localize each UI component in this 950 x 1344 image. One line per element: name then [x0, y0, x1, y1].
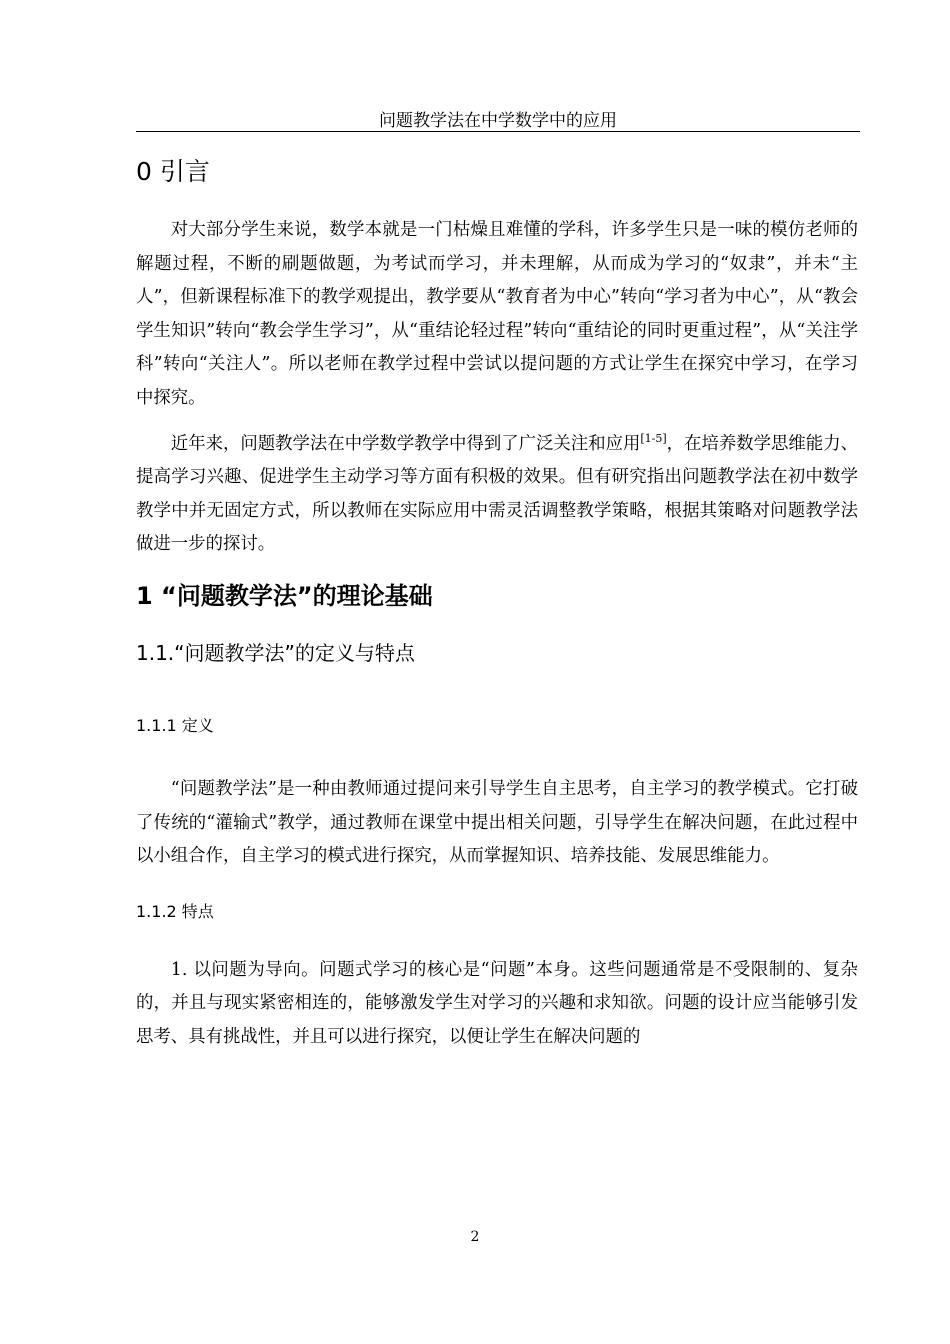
intro-paragraph-2-text-b: ，在培养数学思维能力、提高学习兴趣、促进学生主动学习等方面有积极的效果。但有研究指出问题教学法在初中数学教学中并无固定方式，所以教师在实际应用中需灵活调整教学策略，根据其策略对问题教学法做进一步的探讨。	[136, 433, 858, 555]
header-divider	[136, 131, 860, 132]
page-body	[136, 152, 858, 1055]
section-heading-1-1: 1.1.“问题教学法”的定义与特点	[136, 640, 415, 665]
chapter-heading-1: 1 “问题教学法”的理论基础	[136, 581, 433, 610]
intro-paragraph-1: 对大部分学生来说，数学本就是一门枯燥且难懂的学科，许多学生只是一味的模仿老师的解题过程，不断的刷题做题，为考试而学习，并未理解，从而成为学习的“奴隶”，并未“主人”，但新课程标准下的教学观提出，教学要从“教育者为中心”转向“学习者为中心”，从“教会学生知识”转向“教会学生学习”，从“重结论轻过程”转向“重结论的同时更重过程”，从“关注学科”转向“关注人”。所以老师在教学过程中尝试以提问题的方式让学生在探究中学习，在学习中探究。	[136, 220, 858, 408]
intro-paragraph-2	[136, 428, 858, 562]
subsection-heading-1-1-2: 1.1.2 特点	[136, 901, 214, 921]
intro-paragraph-2-text-a: 近年来，问题教学法在中学数学教学中得到了广泛关注和应用	[170, 433, 641, 454]
subsection-heading-1-1-1: 1.1.1 定义	[136, 715, 214, 735]
features-paragraph: 1. 以问题为导向。问题式学习的核心是“问题”本身。这些问题通常是不受限制的、复杂的，并且与现实紧密相连的，能够激发学生对学习的兴趣和求知欲。问题的设计应当能够引发思考、具有挑战性，并且可以进行探究，以便让学生在解决问题的	[136, 959, 858, 1047]
running-header: 问题教学法在中学数学中的应用	[379, 111, 617, 131]
section-heading-intro: 0 引言	[136, 157, 210, 186]
citation-ref: [1-5]	[640, 431, 667, 445]
definition-paragraph: “问题教学法”是一种由教师通过提问来引导学生自主思考，自主学习的教学模式。它打破了传统的“灌输式”教学，通过教师在课堂中提出相关问题，引导学生在解决问题，在此过程中以小组合作，自主学习的模式进行探究，从而掌握知识、培养技能、发展思维能力。	[136, 778, 858, 867]
page-number: 2	[470, 1229, 480, 1245]
